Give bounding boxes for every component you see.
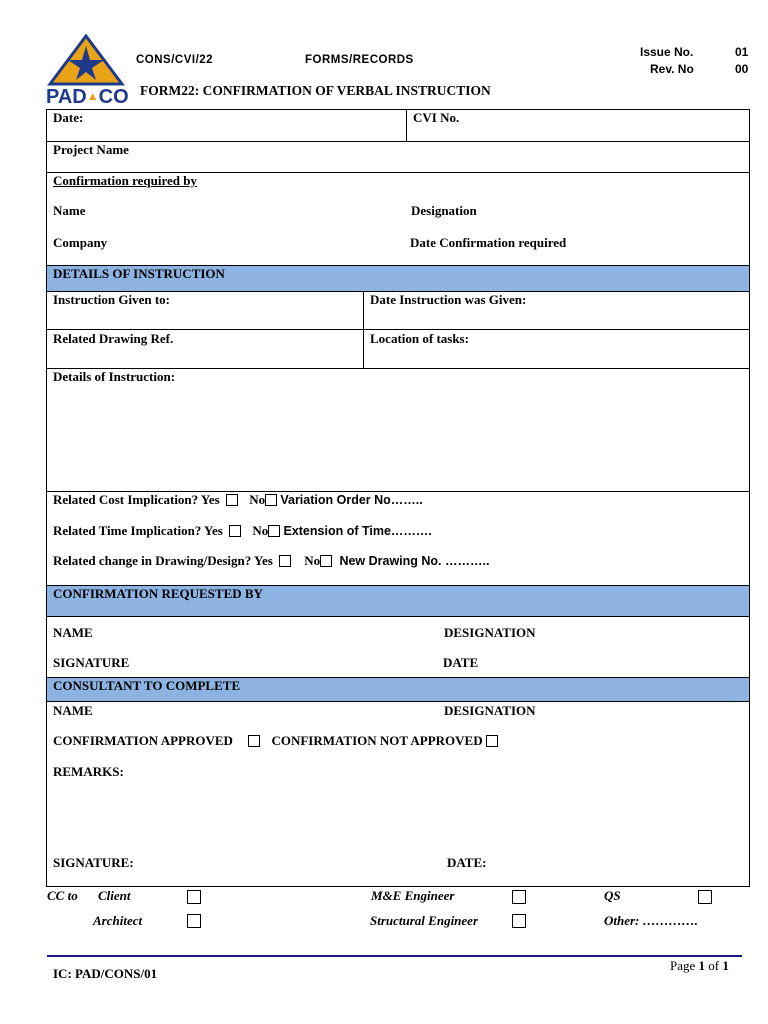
extension-of-time-label: Extension of Time……….: [283, 524, 432, 538]
req-signature-label: SIGNATURE: [53, 655, 130, 670]
row-divider: [46, 701, 750, 702]
name-label: Name: [53, 203, 86, 218]
cc-qs-label: QS: [604, 888, 621, 903]
cc-architect-label: Architect: [93, 913, 143, 928]
cc-structural-engineer-checkbox[interactable]: [512, 914, 526, 928]
issue-label: Issue No.: [640, 45, 694, 59]
not-approved-checkbox[interactable]: [486, 735, 498, 747]
con-name-label: NAME: [53, 703, 93, 718]
consultant-header: CONSULTANT TO COMPLETE: [53, 678, 241, 693]
con-signature-label: SIGNATURE:: [53, 855, 134, 870]
conf-requested-header: CONFIRMATION REQUESTED BY: [53, 586, 263, 601]
not-approved-label: CONFIRMATION NOT APPROVED: [271, 733, 483, 748]
logo-triangle-icon: [46, 32, 126, 88]
company-logo: [46, 32, 129, 110]
page-of: of: [708, 958, 720, 973]
con-date-label: DATE:: [447, 855, 487, 870]
drawing-yes-checkbox[interactable]: [279, 555, 291, 567]
cost-yes-checkbox[interactable]: [226, 494, 238, 506]
date-instruction-given-label: Date Instruction was Given:: [370, 292, 527, 307]
confirmation-required-by-label: Confirmation required by: [53, 173, 197, 188]
project-name-label: Project Name: [53, 142, 129, 157]
cc-other-label: Other: ………….: [604, 913, 698, 928]
con-designation-label: DESIGNATION: [444, 703, 536, 718]
drawing-question: Related change in Drawing/Design? Yes: [53, 553, 273, 568]
cost-no-checkbox[interactable]: [265, 494, 277, 506]
req-designation-label: DESIGNATION: [444, 625, 536, 640]
approval-row: [53, 733, 498, 749]
row-divider: [46, 141, 750, 142]
cc-structural-engineer-label: Structural Engineer: [370, 913, 479, 928]
details-of-instruction-label: Details of Instruction:: [53, 369, 176, 384]
req-date-label: DATE: [443, 655, 479, 670]
cost-implication-row: [53, 492, 423, 508]
remarks-label: REMARKS:: [53, 764, 124, 779]
cost-no-label: No: [249, 492, 266, 507]
cvi-no-label: CVI No.: [413, 110, 460, 125]
cc-me-engineer-checkbox[interactable]: [512, 890, 526, 904]
footer-ic-code: IC: PAD/CONS/01: [53, 966, 158, 981]
footer-rule: [47, 955, 742, 957]
drawing-change-row: [53, 553, 489, 569]
cc-architect-checkbox[interactable]: [187, 914, 201, 928]
page-number: [670, 958, 729, 974]
logo-dot-icon: ▲: [86, 89, 99, 103]
drawing-no-label: No: [304, 553, 321, 568]
rev-label: Rev. No: [650, 62, 694, 76]
req-name-label: NAME: [53, 625, 93, 640]
time-yes-checkbox[interactable]: [229, 525, 241, 537]
date-label: Date:: [53, 110, 84, 125]
cc-client-checkbox[interactable]: [187, 890, 201, 904]
cc-me-engineer-label: M&E Engineer: [371, 888, 455, 903]
cc-client-label: Client: [98, 888, 131, 903]
drawing-no-checkbox[interactable]: [320, 555, 332, 567]
variation-order-label: Variation Order No……..: [280, 493, 423, 507]
cc-qs-checkbox[interactable]: [698, 890, 712, 904]
time-no-label: No: [252, 523, 269, 538]
row-divider: [46, 329, 750, 330]
instruction-given-to-label: Instruction Given to:: [53, 292, 170, 307]
form-title: FORM22: CONFIRMATION OF VERBAL INSTRUCTION: [140, 83, 491, 98]
date-confirmation-required-label: Date Confirmation required: [410, 235, 567, 250]
rev-value: 00: [735, 62, 749, 76]
doc-code: CONS/CVI/22: [136, 54, 214, 66]
date-cvi-divider: [406, 109, 407, 141]
logo-word-pad: PAD: [46, 86, 87, 108]
time-no-checkbox[interactable]: [268, 525, 280, 537]
page-current: 1: [698, 958, 706, 973]
location-of-tasks-label: Location of tasks:: [370, 331, 469, 346]
doc-category: FORMS/RECORDS: [305, 54, 414, 66]
related-drawing-ref-label: Related Drawing Ref.: [53, 331, 174, 346]
cost-question: Related Cost Implication? Yes: [53, 492, 220, 507]
page-total: 1: [722, 958, 729, 973]
details-header: DETAILS OF INSTRUCTION: [53, 266, 225, 281]
time-implication-row: [53, 523, 432, 539]
logo-wordmark: [46, 86, 129, 109]
cc-label: CC to: [47, 888, 78, 903]
logo-word-co: CO: [98, 86, 129, 108]
issue-value: 01: [735, 45, 749, 59]
company-label: Company: [53, 235, 108, 250]
approved-checkbox[interactable]: [248, 735, 260, 747]
row-divider: [46, 616, 750, 617]
new-drawing-no-label: New Drawing No. ………..: [339, 554, 490, 568]
approved-label: CONFIRMATION APPROVED: [53, 733, 233, 748]
page-prefix: Page: [670, 958, 696, 973]
time-question: Related Time Implication? Yes: [53, 523, 223, 538]
designation-label: Designation: [411, 203, 477, 218]
